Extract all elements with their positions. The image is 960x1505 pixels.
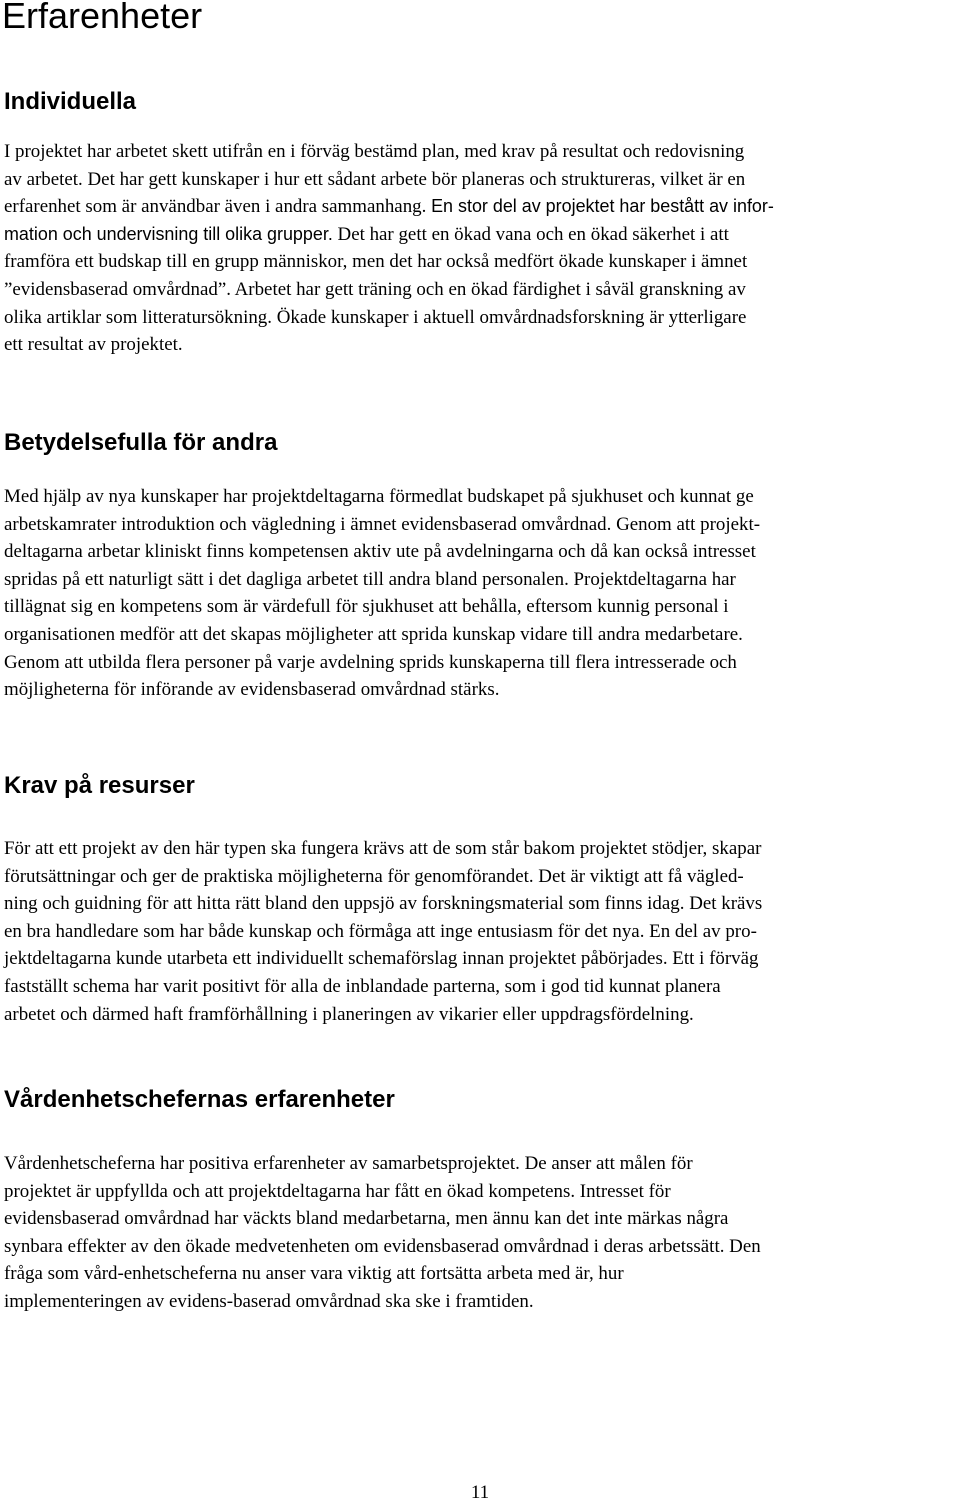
section-heading: Vårdenhetschefernas erfarenheter [4, 1086, 395, 1113]
text-line: projektet är uppfyllda och att projektdeltagarna har fått en ökad kompetens. Intresset för [4, 1180, 671, 1202]
section-krav-pa-resurser [4, 771, 958, 1028]
page-title: Erfarenheter [2, 0, 203, 36]
text-line: implementeringen av evidens-baserad omvårdnad ska ske i framtiden. [4, 1290, 534, 1312]
text-line: Med hjälp av nya kunskaper har projektdeltagarna förmedlat budskapet på sjukhuset och kunnat ge [4, 486, 754, 507]
text-line: organisationen medför att det skapas möjligheter att sprida kunskap vidare till andra medarbetare. [4, 623, 743, 645]
section-paragraph [4, 138, 958, 359]
text-segment: Det har gett en ökad vana och en ökad säkerhet i att [332, 223, 729, 245]
text-line: Vårdenhetscheferna har positiva erfarenheter av samarbetsprojektet. De anser att målen för [4, 1153, 693, 1174]
text-line: synbara effekter av den ökade medvetenheten om evidensbaserad omvårdnad i deras arbetssätt. Den [4, 1235, 761, 1257]
text-line: framföra ett budskap till en grupp människor, men det har också medfört ökade kunskaper i ämnet [4, 251, 748, 273]
section-paragraph [4, 1150, 958, 1316]
section-heading: Betydelsefulla för andra [4, 429, 278, 456]
section-paragraph [4, 483, 958, 704]
text-line: av arbetet. Det har gett kunskaper i hur ett sådant arbete bör planeras och struktureras, vilket är en [4, 168, 746, 190]
text-line: jektdeltagarna kunde utarbeta ett individuellt schemaförslag innan projektet påbörjades. Ett i förväg [4, 948, 759, 970]
text-line: ning och guidning för att hitta rätt bland den uppsjö av forskningsmaterial som finns idag. Det krävs [4, 893, 763, 915]
text-segment: En stor del av projektet har bestått av infor- [431, 196, 774, 217]
text-line: evidensbaserad omvårdnad har väckts bland medarbetarna, men ännu kan det inte märkas några [4, 1208, 729, 1230]
text-line: I projektet har arbetet skett utifrån en i förväg bestämd plan, med krav på resultat och redovisning [4, 141, 745, 162]
text-line: förutsättningar och ger de praktiska möjligheterna för genomförandet. Det är viktigt att få vägled- [4, 865, 744, 887]
section-paragraph [4, 835, 958, 1028]
section-vardenhetschefernas-erfarenheter [4, 1085, 958, 1316]
text-segment: mation och undervisning till olika grupper. [4, 223, 333, 244]
text-line: arbetet och därmed haft framförhållning i planeringen av vikarier eller uppdragsfördelning. [4, 1003, 694, 1025]
text-line: en bra handledare som har både kunskap och förmåga att inge entusiasm för det nya. En del av pro- [4, 920, 757, 942]
text-line: deltagarna arbetar kliniskt finns kompetensen aktiv ute på avdelningarna och då kan också intresset [4, 541, 756, 563]
section-betydelsefulla-for-andra [4, 428, 958, 704]
text-line: möjligheterna för införande av evidensbaserad omvårdnad stärks. [4, 679, 500, 701]
page-number: 11 [470, 1482, 490, 1503]
text-line: olika artiklar som litteratursökning. Ökade kunskaper i aktuell omvårdnadsforskning är ytterligare [4, 306, 747, 328]
text-line: spridas på ett naturligt sätt i det dagliga arbetet till andra bland personalen. Projektdeltagarna har [4, 568, 736, 590]
text-segment: erfarenhet som är användbar även i andra sammanhang. [4, 196, 432, 218]
text-line: ”evidensbaserad omvårdnad”. Arbetet har gett träning och en ökad färdighet i såväl granskning av [4, 278, 746, 300]
text-line: Genom att utbilda flera personer på varje avdelning sprids kunskaperna till flera intresserade och [4, 651, 737, 673]
text-line: För att ett projekt av den här typen ska fungera krävs att de som står bakom projektet stödjer, skapar [4, 838, 762, 859]
text-line: fråga som vård-enhetscheferna nu anser vara viktig att fortsätta arbeta med är, hur [4, 1263, 624, 1285]
text-line: fastställt schema har varit positivt för alla de inblandade parterna, som i god tid kunnat planera [4, 975, 721, 997]
text-line: arbetskamrater introduktion och vägledning i ämnet evidensbaserad omvårdnad. Genom att projekt- [4, 513, 761, 535]
text-line [4, 193, 954, 221]
section-heading: Individuella [4, 88, 137, 115]
section-heading: Krav på resurser [4, 772, 195, 799]
text-line [4, 221, 954, 249]
text-line: ett resultat av projektet. [4, 334, 183, 356]
text-line: tillägnat sig en kompetens som är värdefull för sjukhuset att behålla, eftersom kunnig personal i [4, 596, 729, 618]
section-individuella [4, 87, 958, 359]
